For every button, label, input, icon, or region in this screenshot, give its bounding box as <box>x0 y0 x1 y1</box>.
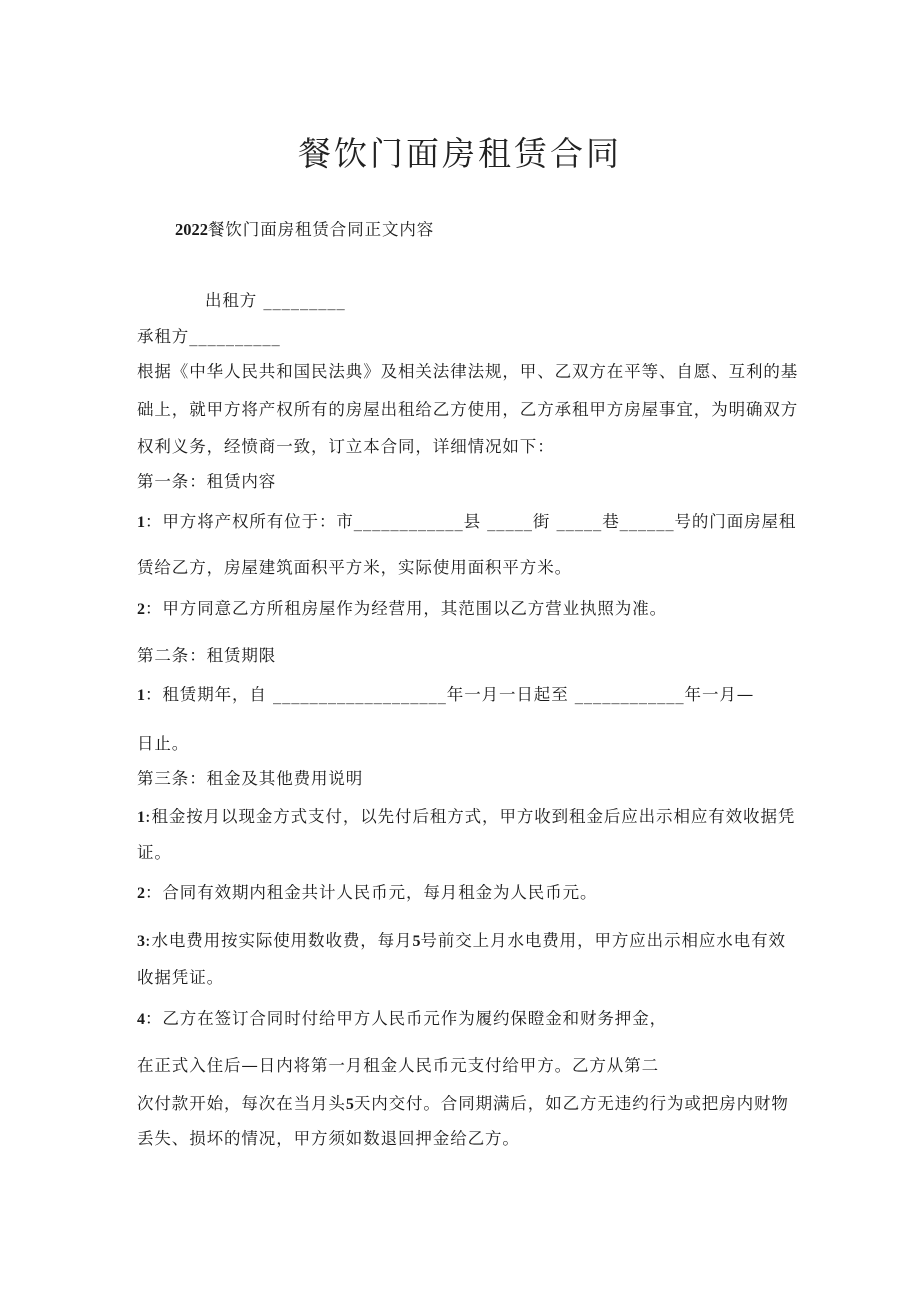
lessor-line: 出租方 _________ <box>205 291 346 310</box>
clause-text: :租金按月以现金方式支付，以先付后租方式，甲方收到租金后应出示相应有效收据凭 <box>145 807 796 826</box>
clause-number: 1 <box>137 514 145 531</box>
clause-line <box>137 805 795 830</box>
clause-text: ：租赁期年，自 ___________________年一月一日起至 ____________年一月— <box>145 685 755 704</box>
clause-text: :水电费用按实际使用数收费，每月 <box>145 931 413 950</box>
clause-line <box>137 881 597 906</box>
clause-text: ：甲方同意乙方所租房屋作为经营用，其范围以乙方营业执照为准。 <box>145 599 667 618</box>
clause-text: ：乙方在签订合同时付给甲方人民币元作为履约保瞪金和财务押金， <box>145 1009 667 1028</box>
clause-text: ：合同有效期内租金共计人民币元，每月租金为人民币元。 <box>145 883 598 902</box>
intro-line: 根据《中华人民共和国民法典》及相关法律法规，甲、乙双方在平等、自愿、互利的基 <box>137 362 799 381</box>
clause-number: 2 <box>137 601 145 618</box>
clause-line <box>137 683 754 708</box>
clause-line <box>137 1007 667 1032</box>
article-heading: 第二条：租赁期限 <box>137 646 277 665</box>
clause-text: 号前交上月水电费用，甲方应出示相应水电有效 <box>420 931 786 950</box>
subtitle-text: 餐饮门面房租赁合同正文内容 <box>208 220 435 239</box>
inline-number: 5 <box>345 1096 354 1113</box>
clause-number: 1 <box>137 687 145 704</box>
clause-line: 日止。 <box>137 734 190 753</box>
intro-line: 础上，就甲方将产权所有的房屋出租给乙方使用，乙方承租甲方房屋事宜，为明确双方 <box>137 400 799 419</box>
article-heading: 第一条：租赁内容 <box>137 472 277 491</box>
clause-number: 1 <box>137 809 145 826</box>
clause-number: 2 <box>137 885 145 902</box>
lessee-line: 承租方__________ <box>137 327 281 346</box>
intro-line: 权利义务，经愤商一致，订立本合同，详细情况如下： <box>137 437 555 456</box>
subtitle-year: 2022 <box>175 220 208 239</box>
document-subtitle <box>175 218 434 242</box>
document-title: 餐饮门面房租赁合同 <box>298 134 622 173</box>
clause-text: ：甲方将产权所有位于：市____________县 _____街 _____巷______号的门面房屋租 <box>145 512 797 531</box>
clause-line <box>137 597 667 622</box>
clause-line <box>137 1092 789 1117</box>
clause-line <box>137 510 796 535</box>
article-heading: 第三条：租金及其他费用说明 <box>137 769 364 788</box>
clause-line: 丢失、损坏的情况，甲方须如数退回押金给乙方。 <box>137 1129 520 1148</box>
clause-line: 在正式入住后—日内将第一月租金人民币元支付给甲方。乙方从第二 <box>137 1056 659 1075</box>
inline-number: 5 <box>412 933 421 950</box>
clause-text: 次付款开始，每次在当月头 <box>137 1094 346 1113</box>
clause-line: 赁给乙方，房屋建筑面积平方米，实际使用面积平方米。 <box>137 558 572 577</box>
clause-line <box>137 929 786 954</box>
clause-number: 4 <box>137 1011 145 1028</box>
clause-line: 收据凭证。 <box>137 968 224 987</box>
clause-line: 证。 <box>137 843 172 862</box>
clause-text: 天内交付。合同期满后，如乙方无违约行为或把房内财物 <box>353 1094 789 1113</box>
clause-number: 3 <box>137 933 145 950</box>
